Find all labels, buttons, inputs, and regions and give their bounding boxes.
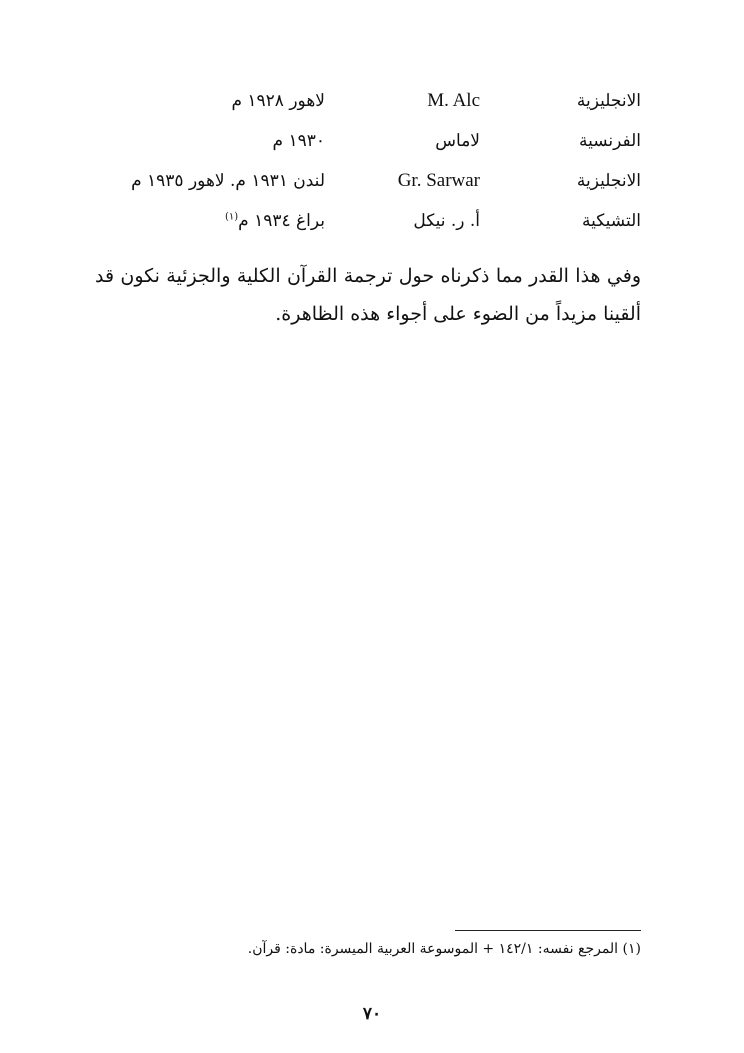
place-date-cell: لاهور ١٩٢٨ م: [231, 91, 325, 111]
body-paragraph: وفي هذا القدر مما ذكرناه حول ترجمة القرآن الكلية والجزئية نكون قد ألقينا مزيداً من الضوء على أجواء هذه الظاهرة.: [95, 265, 641, 325]
language-cell: الفرنسية: [578, 131, 641, 151]
place-date-cell: ١٩٣٠ م: [272, 131, 325, 151]
page-number: ٧٠: [362, 1004, 382, 1024]
translator-cell: M. Alc: [427, 90, 480, 111]
table-row: [95, 86, 641, 126]
language-cell: الانجليزية: [576, 91, 641, 111]
translator-cell: Gr. Sarwar: [397, 170, 480, 191]
translator-cell: أ. ر. نيكل: [413, 211, 480, 231]
table-row: [95, 166, 641, 206]
place-date-cell: لندن ١٩٣١ م. لاهور ١٩٣٥ م: [131, 171, 325, 191]
language-cell: الانجليزية: [576, 171, 641, 191]
place-date-cell: [95, 206, 325, 236]
translator-cell: لاماس: [435, 131, 480, 151]
footnote: (١) المرجع نفسه: ١٤٢/١ + الموسوعة العربية الميسرة: مادة: قرآن.: [247, 941, 641, 957]
place-date-text: براغ ١٩٣٤ م: [238, 211, 325, 231]
language-cell: التشيكية: [582, 211, 641, 231]
translations-table: [95, 86, 641, 246]
footnote-reference: (١): [224, 211, 239, 223]
table-row: [95, 206, 641, 246]
footnote-divider: [455, 930, 641, 931]
table-row: [95, 126, 641, 166]
